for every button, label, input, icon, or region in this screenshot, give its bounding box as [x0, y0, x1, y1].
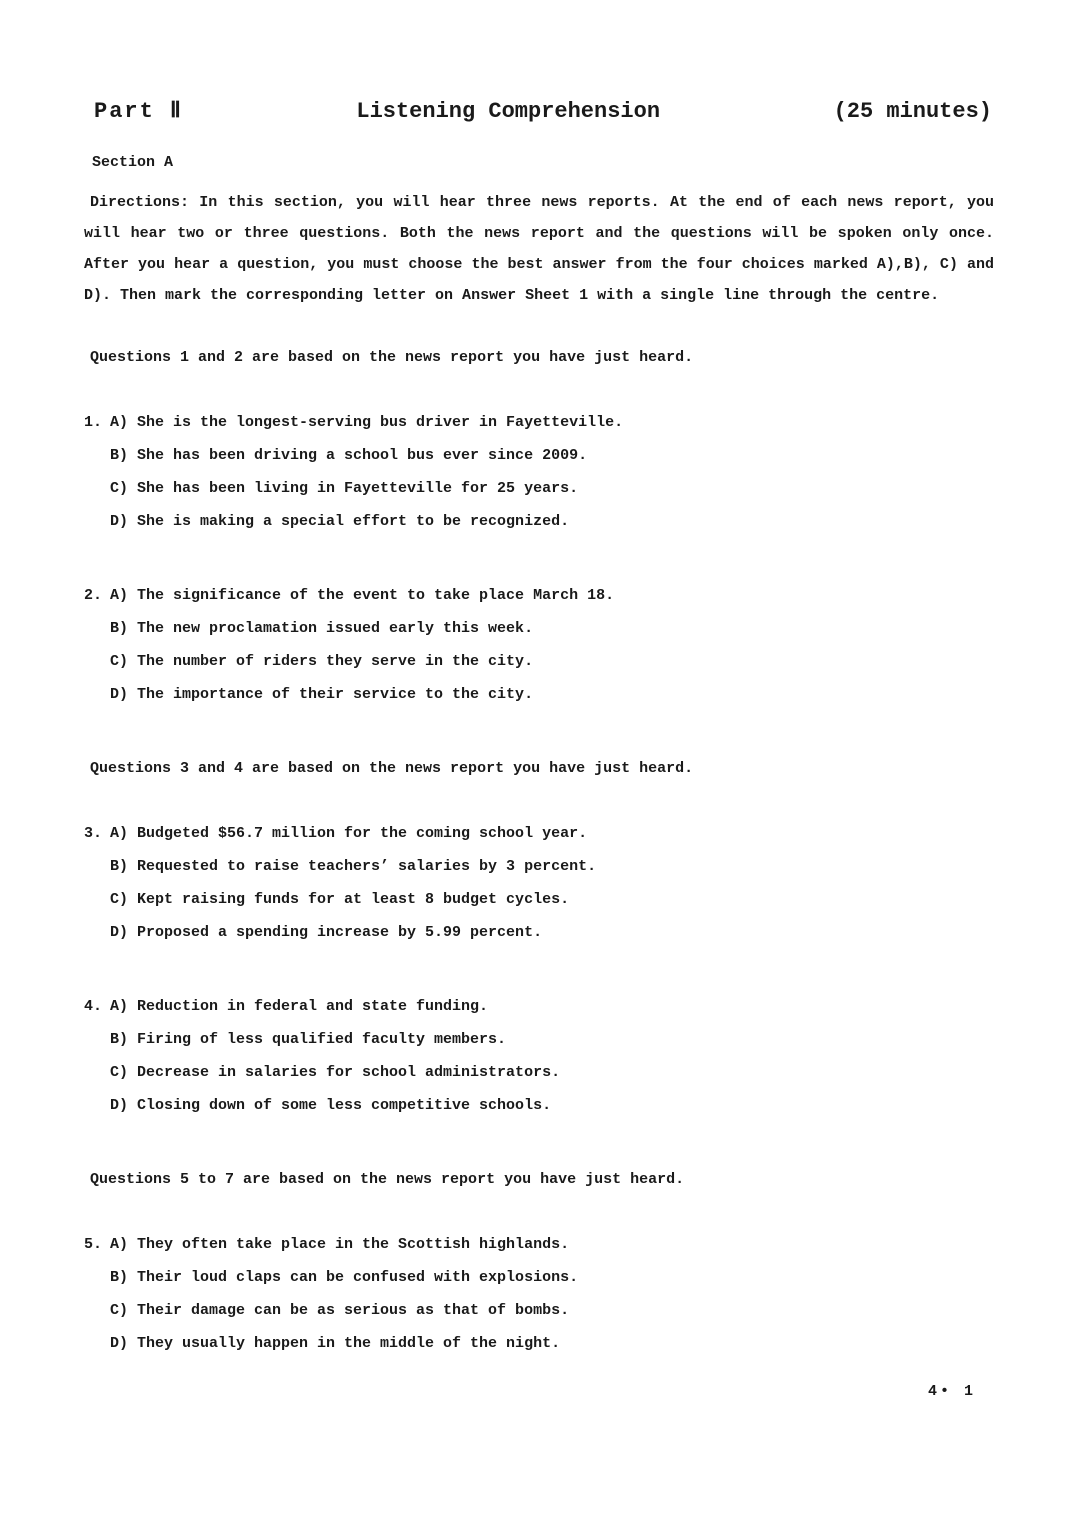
- option-label: C): [110, 891, 129, 908]
- part-label: Part Ⅱ: [94, 99, 183, 124]
- option-label: D): [110, 686, 129, 703]
- duration-label: (25 minutes): [833, 99, 992, 124]
- page-header: [84, 98, 994, 124]
- question-5: [84, 1228, 994, 1360]
- question-number-spacer: [84, 472, 110, 505]
- option-text: Their damage can be as serious as that of bombs.: [137, 1302, 570, 1319]
- option-row: [84, 1023, 994, 1056]
- question-number: 5.: [84, 1236, 103, 1253]
- option-text: Decrease in salaries for school administrators.: [137, 1064, 561, 1081]
- option-label: B): [110, 1031, 129, 1048]
- option-row: [84, 678, 994, 711]
- option-row: [84, 1261, 994, 1294]
- option-row: [84, 883, 994, 916]
- questions-intro-2: Questions 3 and 4 are based on the news report you have just heard.: [90, 760, 694, 777]
- option-text: Requested to raise teachers’ salaries by 3 percent.: [137, 858, 597, 875]
- option-row: [84, 439, 994, 472]
- option-label: B): [110, 620, 129, 637]
- option-label: B): [110, 447, 129, 464]
- option-label: A): [110, 1236, 129, 1253]
- question-number-spacer: [84, 850, 110, 883]
- directions-text: Directions: In this section, you will hear three news reports. At the end of each news report, you will hear two or three questions. Both the news report and the questions will be spoken only once. After you hear a question, you must choose the best answer from the four choices marked A),B), C) and D). Then mark the corresponding letter on Answer Sheet 1 with a single line through the centre.: [84, 194, 994, 304]
- option-text: They often take place in the Scottish highlands.: [137, 1236, 570, 1253]
- option-text: She is making a special effort to be recognized.: [137, 513, 570, 530]
- option-row: [84, 645, 994, 678]
- question-number: 3.: [84, 825, 103, 842]
- option-row: [84, 817, 994, 850]
- question-number-spacer: [84, 883, 110, 916]
- option-row: [84, 1327, 994, 1360]
- option-text: She has been living in Fayetteville for 25 years.: [137, 480, 579, 497]
- question-number-spacer: [84, 505, 110, 538]
- page-title: Listening Comprehension: [356, 99, 661, 124]
- question-number: 1.: [84, 414, 103, 431]
- option-text: Budgeted $56.7 million for the coming school year.: [137, 825, 588, 842]
- option-label: A): [110, 998, 129, 1015]
- questions-intro-3: Questions 5 to 7 are based on the news report you have just heard.: [90, 1171, 685, 1188]
- option-row: [84, 1056, 994, 1089]
- option-row: [84, 1089, 994, 1122]
- option-label: B): [110, 858, 129, 875]
- option-text: Their loud claps can be confused with explosions.: [137, 1269, 579, 1286]
- option-label: A): [110, 587, 129, 604]
- option-text: The significance of the event to take place March 18.: [137, 587, 615, 604]
- option-row: [84, 579, 994, 612]
- option-row: [84, 850, 994, 883]
- question-number-spacer: [84, 1261, 110, 1294]
- question-number-spacer: [84, 612, 110, 645]
- option-text: She has been driving a school bus ever since 2009.: [137, 447, 588, 464]
- question-number-spacer: [84, 1294, 110, 1327]
- page-number: 4• 1: [927, 1383, 976, 1400]
- question-1: [84, 406, 994, 538]
- question-number-spacer: [84, 678, 110, 711]
- question-number: 4.: [84, 998, 103, 1015]
- option-label: C): [110, 1064, 129, 1081]
- option-row: [84, 1294, 994, 1327]
- question-number: 2.: [84, 587, 103, 604]
- option-text: The number of riders they serve in the city.: [137, 653, 534, 670]
- question-number-spacer: [84, 916, 110, 949]
- question-number-spacer: [84, 1056, 110, 1089]
- option-row: [84, 505, 994, 538]
- option-text: Proposed a spending increase by 5.99 percent.: [137, 924, 543, 941]
- option-label: A): [110, 825, 129, 842]
- option-label: B): [110, 1269, 129, 1286]
- option-row: [84, 990, 994, 1023]
- option-text: They usually happen in the middle of the night.: [137, 1335, 561, 1352]
- question-3: [84, 817, 994, 949]
- option-text: The importance of their service to the city.: [137, 686, 534, 703]
- option-text: Kept raising funds for at least 8 budget cycles.: [137, 891, 570, 908]
- option-label: A): [110, 414, 129, 431]
- question-4: [84, 990, 994, 1122]
- option-label: D): [110, 513, 129, 530]
- option-row: [84, 406, 994, 439]
- question-2: [84, 579, 994, 711]
- option-label: D): [110, 1335, 129, 1352]
- option-text: She is the longest-serving bus driver in Fayetteville.: [137, 414, 624, 431]
- option-text: Firing of less qualified faculty members.: [137, 1031, 507, 1048]
- questions-intro-1: Questions 1 and 2 are based on the news report you have just heard.: [90, 349, 694, 366]
- question-number-spacer: [84, 439, 110, 472]
- option-text: Reduction in federal and state funding.: [137, 998, 489, 1015]
- question-number-spacer: [84, 645, 110, 678]
- option-label: C): [110, 653, 129, 670]
- question-number-spacer: [84, 1327, 110, 1360]
- option-label: D): [110, 924, 129, 941]
- option-text: Closing down of some less competitive schools.: [137, 1097, 552, 1114]
- option-row: [84, 1228, 994, 1261]
- option-label: C): [110, 1302, 129, 1319]
- option-label: D): [110, 1097, 129, 1114]
- question-number-spacer: [84, 1089, 110, 1122]
- section-label: Section A: [92, 154, 174, 171]
- option-row: [84, 472, 994, 505]
- option-row: [84, 916, 994, 949]
- question-number-spacer: [84, 1023, 110, 1056]
- option-row: [84, 612, 994, 645]
- option-text: The new proclamation issued early this week.: [137, 620, 534, 637]
- option-label: C): [110, 480, 129, 497]
